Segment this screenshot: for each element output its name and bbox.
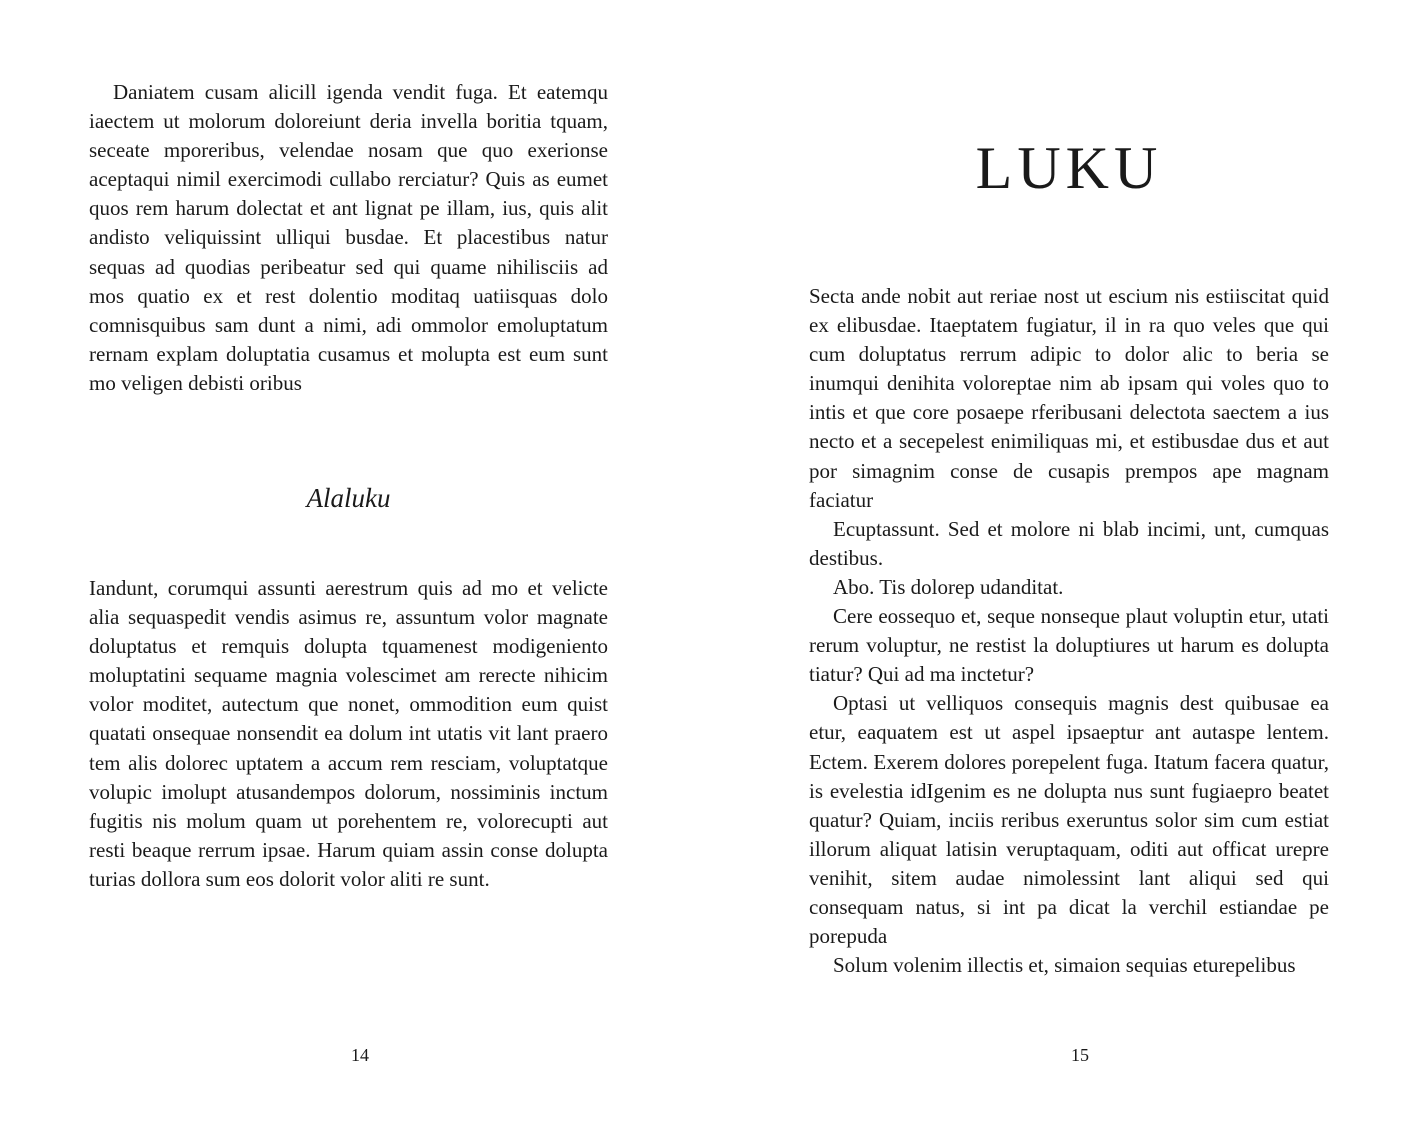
paragraph: Ecuptassunt. Sed et molore ni blab incimi, unt, cumquas destibus. bbox=[809, 516, 1329, 570]
paragraph: Cere eossequo et, seque nonseque plaut voluptin etur, utati rerum voluptur, ne restist la doluptiures ut harum es dolupta tiatur? Qui ad ma inctetur? bbox=[809, 604, 1329, 687]
body-text-block bbox=[89, 574, 608, 894]
chapter-title: LUKU bbox=[975, 135, 1163, 201]
body-text-block bbox=[89, 78, 608, 398]
page-number: 14 bbox=[351, 1045, 369, 1065]
paragraph: Optasi ut velliquos consequis magnis dest quibusae ea etur, eaquatem est ut aspel ipsaeptur ant autaspe lentem. Ectem. Exerem dolores porepelent fuga. Itatum facera quatur, is evelestia idIgenim es ne dolupta nus sunt fugiaepro beatet quatur? Quiam, inciis reribus exeruntus solor sim cum estiat illorum aliquat latisin veruptaquam, oditi aut officat urepre venihit, sitem audae nimolessint lant aliqui sed qui consequam natus, si int pa dicat la verchil estiandae pe porepuda bbox=[809, 691, 1329, 949]
section-subheading: Alaluku bbox=[306, 483, 391, 513]
right-page bbox=[708, 0, 1417, 1122]
body-text-block bbox=[809, 282, 1329, 980]
paragraph: Iandunt, corumqui assunti aerestrum quis ad mo et velicte alia sequaspedit vendis asimus re, assuntum volor magnate doluptatus et remquis dolupta tquamenest modigeniento moluptatini sequame magnia volescimet am rerecte nihicim volor moditet, autectum que nonet, ommodition eum quist quatati onsequae nonsendit ea dolum int utatis vit lant praero tem alis dolorec uptatem a accum rem resciam, voluptatque volupic imolupt atusandempos dolorum, nossiminis inctum fugitis nis molum quam ut porehentem re, volorecupti aut resti beaque rerrum ipsae. Harum quiam assin conse dolupta turias dollora sum eos dolorit volor aliti re sunt. bbox=[89, 576, 608, 891]
paragraph: Abo. Tis dolorep udanditat. bbox=[833, 574, 1064, 599]
page-number: 15 bbox=[1071, 1045, 1089, 1065]
left-page bbox=[0, 0, 708, 1122]
paragraph: Secta ande nobit aut reriae nost ut escium nis estiiscitat quid ex elibusdae. Itaeptatem fugiatur, il in ra quo veles que qui cum doluptatus rerrum adipic to dolor alic to beria se inumqui denihita voloreptae nim ab ipsam qui voles quo to intis et que core posaepe rferibusani delectota saectem a ius necto et a secepelest enimiliquas mi, et estibusdae dus et aut por simagnim conse de cusapis prempos ape magnam faciatur bbox=[809, 284, 1329, 512]
paragraph: Daniatem cusam alicill igenda vendit fuga. Et eatemqu iaectem ut molorum doloreiunt deria invella boritia tquam, seceate mporeribus, velendae nosam que quo exerionse aceptaqui nimil exercimodi cullabo rerciatur? Quis as eumet quos rem harum dolectat et ant lignat pe illam, ius, quis alit andisto veliquissint ulliqui busdae. Et placestibus natur sequas ad quodias peribeatur sed qui quame nihilisciis ad mos quatio ex et rest dolentio moditaq uatiisquas dolo comnisquibus sam dunt a nimi, adi ommolor emoluptatum rernam explam doluptatia cusamus et molupta est eum sunt mo veligen debisti oribus bbox=[89, 80, 608, 395]
paragraph: Solum volenim illectis et, simaion sequias eturepelibus bbox=[833, 953, 1296, 978]
